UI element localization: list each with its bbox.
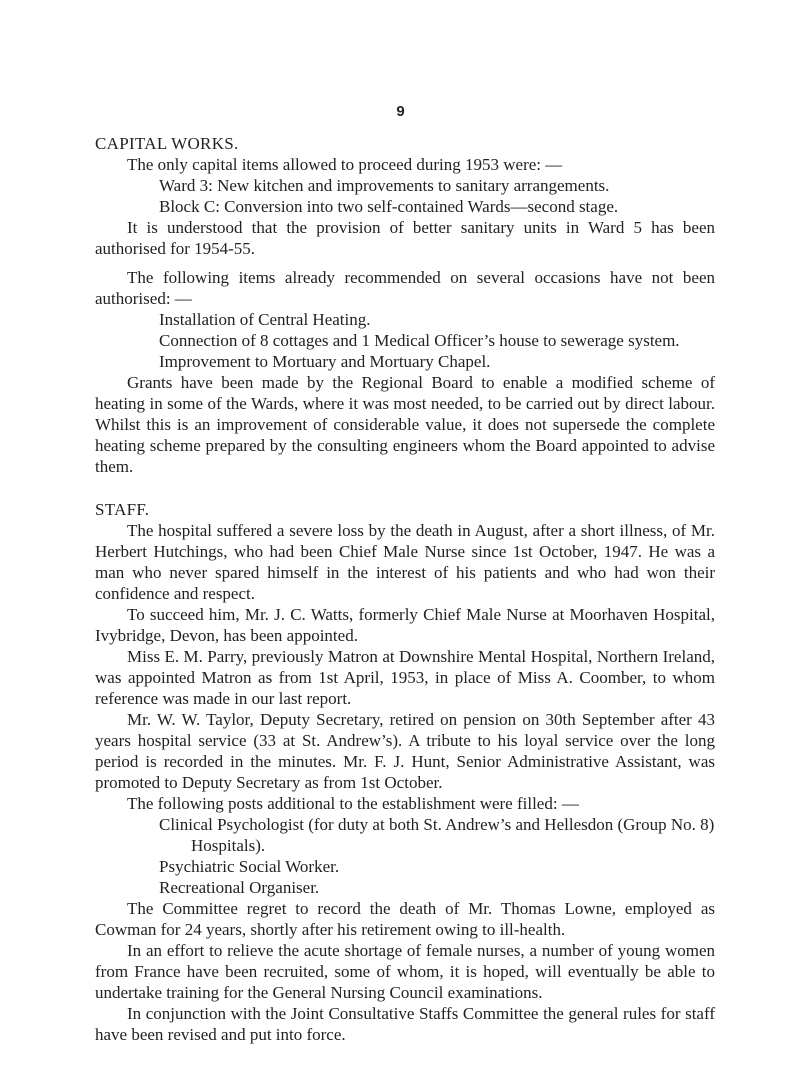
staff-paragraph-lowne: The Committee regret to record the death of Mr. Thomas Lowne, employed as Cowman for 24 years, shortly after his retirement owing to ill-health. [95, 899, 715, 939]
capital-works-section [95, 133, 715, 477]
staff-paragraph-hutchings: The hospital suffered a severe loss by the death in August, after a short illness, of Mr. Herbert Hutchings, who had been Chief Male Nurse since 1st October, 1947. He was a man who never spared himself in the interest of his patients and who had won their confidence and respect. [95, 521, 715, 603]
capital-works-intro: The only capital items allowed to proceed during 1953 were: — [127, 155, 563, 174]
post-item-clinical-psychologist: Clinical Psychologist (for duty at both St. Andrew’s and Hellesdon (Group No. 8) Hospitals). [159, 815, 715, 855]
staff-heading: STAFF. [95, 500, 150, 519]
staff-paragraph-female-nurses: In an effort to relieve the acute shortage of female nurses, a number of young women from France have been recruited, some of whom, it is hoped, will eventually be able to undertake training for the General Nursing Council examinations. [95, 941, 715, 1002]
document-body [95, 133, 715, 1045]
staff-paragraph-posts-intro: The following posts additional to the establishment were filled: — [127, 794, 579, 813]
staff-paragraph-parry: Miss E. M. Parry, previously Matron at Downshire Mental Hospital, Northern Ireland, was appointed Matron as from 1st April, 1953, in place of Miss A. Coomber, to whom reference was made in our last report. [95, 647, 715, 708]
pending-item-mortuary: Improvement to Mortuary and Mortuary Chapel. [159, 352, 491, 371]
page-number: 9 [396, 103, 405, 120]
pending-item-sewerage: Connection of 8 cottages and 1 Medical Officer’s house to sewerage system. [159, 331, 680, 350]
not-authorised-paragraph: The following items already recommended on several occasions have not been authorised: — [95, 268, 715, 308]
staff-paragraph-rules: In conjunction with the Joint Consultative Staffs Committee the general rules for staff have been revised and put into force. [95, 1004, 715, 1044]
ward5-paragraph: It is understood that the provision of better sanitary units in Ward 5 has been authorised for 1954-55. [95, 218, 715, 258]
grants-paragraph: Grants have been made by the Regional Board to enable a modified scheme of heating in some of the Wards, where it was most needed, to be carried out by direct labour. Whilst this is an improvement of considerable value, it does not supersede the complete heating scheme prepared by the consulting engineers whom the Board appointed to advise them. [95, 373, 715, 476]
post-item-social-worker: Psychiatric Social Worker. [159, 857, 340, 876]
staff-paragraph-watts: To succeed him, Mr. J. C. Watts, formerly Chief Male Nurse at Moorhaven Hospital, Ivybridge, Devon, has been appointed. [95, 605, 715, 645]
pending-item-central-heating: Installation of Central Heating. [159, 310, 371, 329]
staff-section [95, 499, 715, 1045]
capital-item-ward3: Ward 3: New kitchen and improvements to sanitary arrangements. [159, 176, 610, 195]
staff-paragraph-taylor: Mr. W. W. Taylor, Deputy Secretary, retired on pension on 30th September after 43 years hospital service (33 at St. Andrew’s). A tribute to his loyal service over the long period is recorded in the minutes. Mr. F. J. Hunt, Senior Administrative Assistant, was promoted to Deputy Secretary as from 1st October. [95, 710, 715, 792]
capital-works-heading: CAPITAL WORKS. [95, 134, 239, 153]
post-item-recreational-organiser: Recreational Organiser. [159, 878, 320, 897]
capital-item-block-c: Block C: Conversion into two self-contained Wards—second stage. [159, 197, 619, 216]
